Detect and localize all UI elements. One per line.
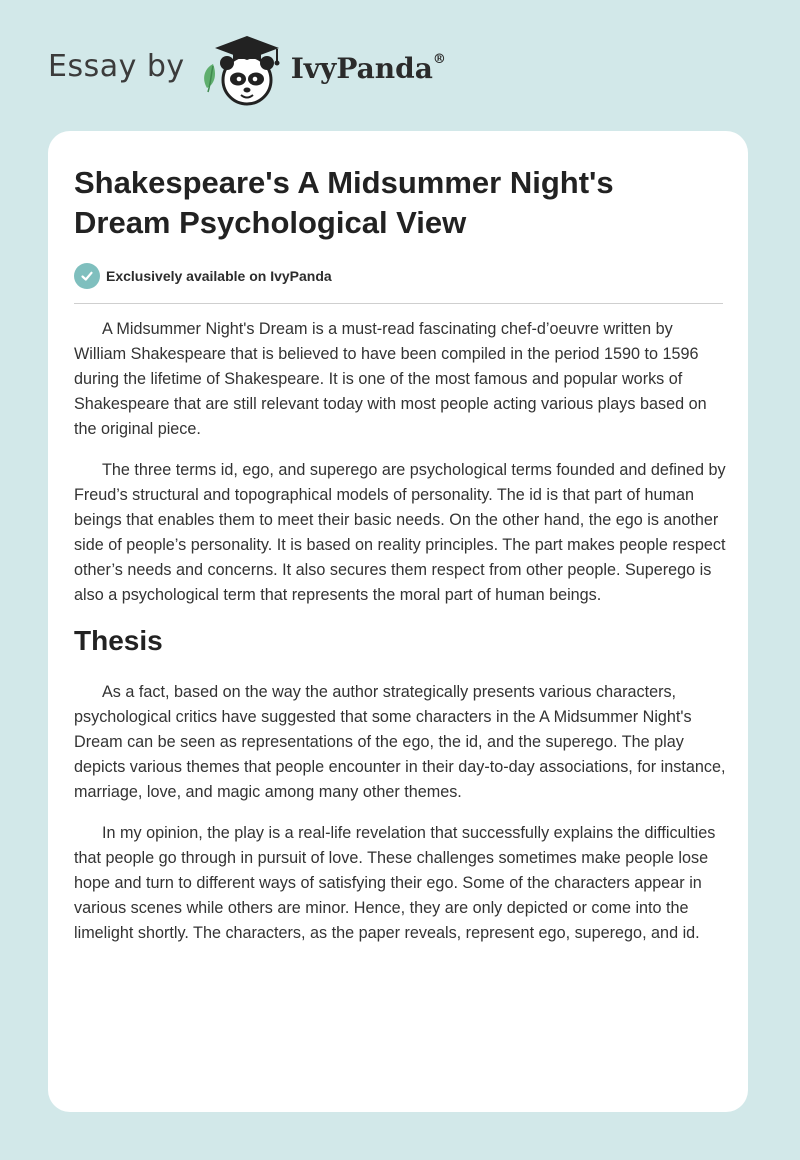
essay-by-label: Essay by (48, 48, 185, 84)
registered-mark: ® (432, 52, 446, 68)
panda-graduate-logo-icon[interactable] (199, 30, 285, 110)
brand-name-text: IvyPanda (290, 51, 433, 85)
divider (74, 303, 723, 304)
check-circle-icon (74, 263, 100, 289)
exclusive-badge (74, 263, 332, 289)
exclusive-badge-text: Exclusively available on IvyPanda (106, 268, 332, 284)
site-header (48, 30, 446, 110)
brand-name[interactable] (291, 52, 446, 85)
page-title: Shakespeare's A Midsummer Night's Dream Psychological View (74, 165, 614, 240)
paragraph: As a fact, based on the way the author strategically presents various characters, psychological critics have suggested that some characters in the A Midsummer Night's Dream can be seen as representations of the ego, the id, and the superego. The play depicts various themes that people encounter in their day-to-day associations, for instance, marriage, love, and magic among many other themes. (74, 683, 726, 801)
essay-body (74, 317, 726, 962)
paragraph: A Midsummer Night's Dream is a must-read fascinating chef-d’oeuvre written by William Shakespeare that is believed to have been compiled in the period 1590 to 1596 during the lifetime of Shakespeare. It is one of the most famous and popular works of Shakespeare that are still relevant today with most people acting various plays based on the original piece. (74, 320, 707, 438)
paragraph: In my opinion, the play is a real-life revelation that successfully explains the difficulties that people go through in pursuit of love. These challenges sometimes make people lose hope and turn to different ways of satisfying their ego. Some of the characters appear in various scenes while others are minor. Hence, they are only depicted or come into the limelight shortly. The characters, as the paper reveals, represent ego, superego, and id. (74, 824, 716, 942)
paragraph: The three terms id, ego, and superego are psychological terms founded and defined by Freud’s structural and topographical models of personality. The id is that part of human beings that enables them to meet their basic needs. On the other hand, the ego is another side of people’s personality. It is based on reality principles. The part makes people respect other’s needs and concerns. It also secures them respect from other people. Superego is also a psychological term that represents the moral part of human beings. (74, 461, 726, 604)
section-heading-thesis: Thesis (74, 625, 163, 656)
essay-card (48, 131, 748, 1112)
